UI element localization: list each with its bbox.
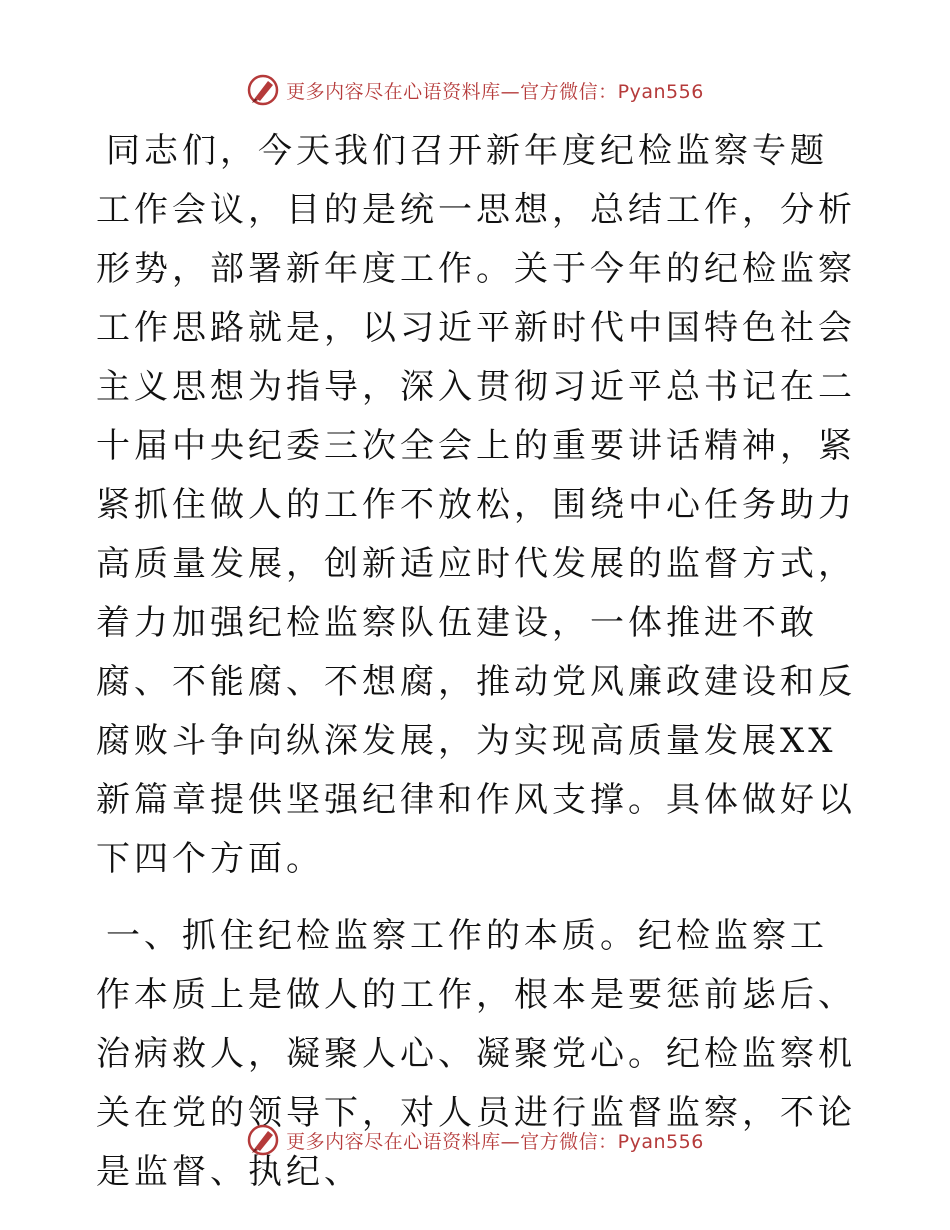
header-watermark-text: 更多内容尽在心语资料库—官方微信：Pyan556 — [286, 80, 704, 103]
footer-watermark — [0, 1120, 950, 1160]
footer-watermark-text: 更多内容尽在心语资料库—官方微信：Pyan556 — [286, 1130, 704, 1153]
pen-nib-logo-icon — [246, 1123, 280, 1157]
paragraph-intro: 同志们，今天我们召开新年度纪检监察专题工作会议，目的是统一思想，总结工作，分析形势，部署新年度工作。关于今年的纪检监察工作思路就是，以习近平新时代中国特色社会主义思想为指导，深入贯彻习近平总书记在二十届中央纪委三次全会上的重要讲话精神，紧紧抓住做人的工作不放松，围绕中心任务助力高质量发展，创新适应时代发展的监督方式，着力加强纪检监察队伍建设，一体推进不敢腐、不能腐、不想腐，推动党风廉政建设和反腐败斗争向纵深发展，为实现高质量发展XX新篇章提供坚强纪律和作风支撑。具体做好以下四个方面。 — [96, 131, 856, 879]
document-body — [96, 122, 856, 1202]
paragraph-section-one: 一、抓住纪检监察工作的本质。纪检监察工作本质上是做人的工作，根本是要惩前毖后、治病救人，凝聚人心、凝聚党心。纪检监察机关在党的领导下，对人员进行监督监察，不论是监督、执纪、 — [96, 916, 856, 1192]
header-watermark — [0, 70, 950, 110]
pen-nib-logo-icon — [246, 73, 280, 107]
